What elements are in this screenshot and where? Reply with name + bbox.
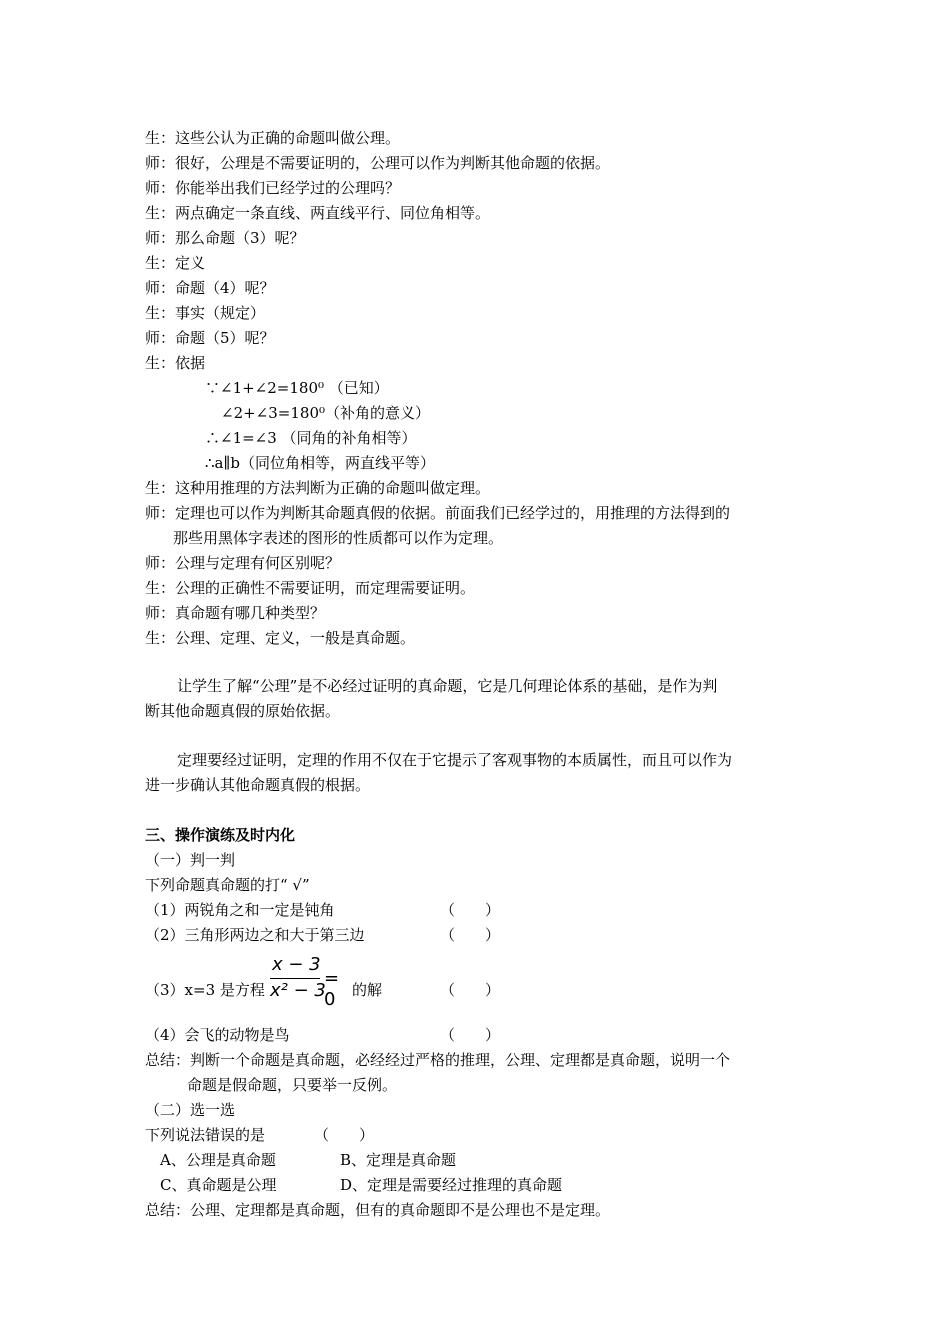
choice-c: C、真命题是公理 <box>160 1176 277 1194</box>
answer-blank: （ ） <box>314 1126 375 1144</box>
summary-line: 总结：判断一个命题是真命题，必经经过严格的推理，公理、定理都是真命题，说明一个 <box>145 1051 731 1069</box>
equation-equals: = 0 <box>324 968 340 1010</box>
paragraph-line: 定理要经过证明，定理的作用不仅在于它提示了客观事物的本质属性，而且可以作为 <box>177 751 733 769</box>
dialogue-line: 生：事实（规定） <box>145 304 266 322</box>
paragraph-line: 断其他命题真假的原始依据。 <box>145 702 341 720</box>
choice-d: D、定理是需要经过推理的真命题 <box>340 1176 563 1194</box>
fraction-denominator: x² − 3 <box>270 980 326 1001</box>
paragraph-line: 进一步确认其他命题真假的根据。 <box>145 776 371 794</box>
dialogue-line: 生：这种用推理的方法判断为正确的命题叫做定理。 <box>145 479 491 497</box>
exercise-item: （4）会飞的动物是鸟 <box>145 1026 290 1044</box>
subsection-title: （二）选一选 <box>145 1101 236 1119</box>
exercise-item: （1）两锐角之和一定是钝角 <box>145 901 335 919</box>
dialogue-line: 师：很好，公理是不需要证明的，公理可以作为判断其他命题的依据。 <box>145 154 611 172</box>
exercise-item: （3）x=3 是方程 <box>145 981 265 999</box>
fraction-bar <box>270 978 320 979</box>
proof-step: ∴∠1=∠3 （同角的补角相等） <box>205 429 417 447</box>
exercise-item: （2）三角形两边之和大于第三边 <box>145 926 365 944</box>
item-suffix: 的解 <box>352 981 383 999</box>
choice-b: B、定理是真命题 <box>340 1151 457 1169</box>
proof-step: ∴a∥b（同位角相等，两直线平等） <box>205 454 436 472</box>
choice-a: A、公理是真命题 <box>160 1151 276 1169</box>
answer-blank: （ ） <box>440 1026 501 1044</box>
dialogue-line: 师：那么命题（3）呢？ <box>145 229 305 247</box>
dialogue-line: 生：定义 <box>145 254 206 272</box>
dialogue-line: 师：定理也可以作为判断其命题真假的依据。前面我们已经学过的，用推理的方法得到的 <box>145 504 731 522</box>
dialogue-line: 生：公理的正确性不需要证明，而定理需要证明。 <box>145 579 476 597</box>
dialogue-line: 那些用黑体字表述的图形的性质都可以作为定理。 <box>173 529 504 547</box>
dialogue-line: 师：命题（4）呢？ <box>145 279 275 297</box>
proof-step: ∵∠1+∠2=180⁰ （已知） <box>205 379 389 397</box>
answer-blank: （ ） <box>440 901 501 919</box>
dialogue-line: 生：两点确定一条直线、两直线平行、同位角相等。 <box>145 204 491 222</box>
subsection-title: （一）判一判 <box>145 851 236 869</box>
dialogue-line: 生：公理、定理、定义，一般是真命题。 <box>145 629 416 647</box>
summary-line: 命题是假命题，只要举一反例。 <box>187 1076 398 1094</box>
exercise-prompt: 下列命题真命题的打“ √” <box>145 876 310 894</box>
dialogue-line: 师：公理与定理有何区别呢？ <box>145 554 341 572</box>
paragraph-line: 让学生了解“公理”是不必经过证明的真命题，它是几何理论体系的基础，是作为判 <box>177 677 718 695</box>
dialogue-line: 师：命题（5）呢？ <box>145 329 275 347</box>
summary-line: 总结：公理、定理都是真命题，但有的真命题即不是公理也不是定理。 <box>145 1201 611 1219</box>
exercise-prompt: 下列说法错误的是 <box>145 1126 266 1144</box>
answer-blank: （ ） <box>440 981 501 999</box>
dialogue-line: 生：这些公认为正确的命题叫做公理。 <box>145 129 401 147</box>
dialogue-line: 师：真命题有哪几种类型？ <box>145 604 326 622</box>
dialogue-line: 师：你能举出我们已经学过的公理吗？ <box>145 179 401 197</box>
dialogue-line: 生：依据 <box>145 354 206 372</box>
equation-fraction <box>268 954 350 1010</box>
proof-step: ∠2+∠3=180⁰（补角的意义） <box>221 404 431 422</box>
section-heading: 三、操作演练及时内化 <box>145 826 296 844</box>
answer-blank: （ ） <box>440 926 501 944</box>
fraction-numerator: x − 3 <box>272 954 321 975</box>
